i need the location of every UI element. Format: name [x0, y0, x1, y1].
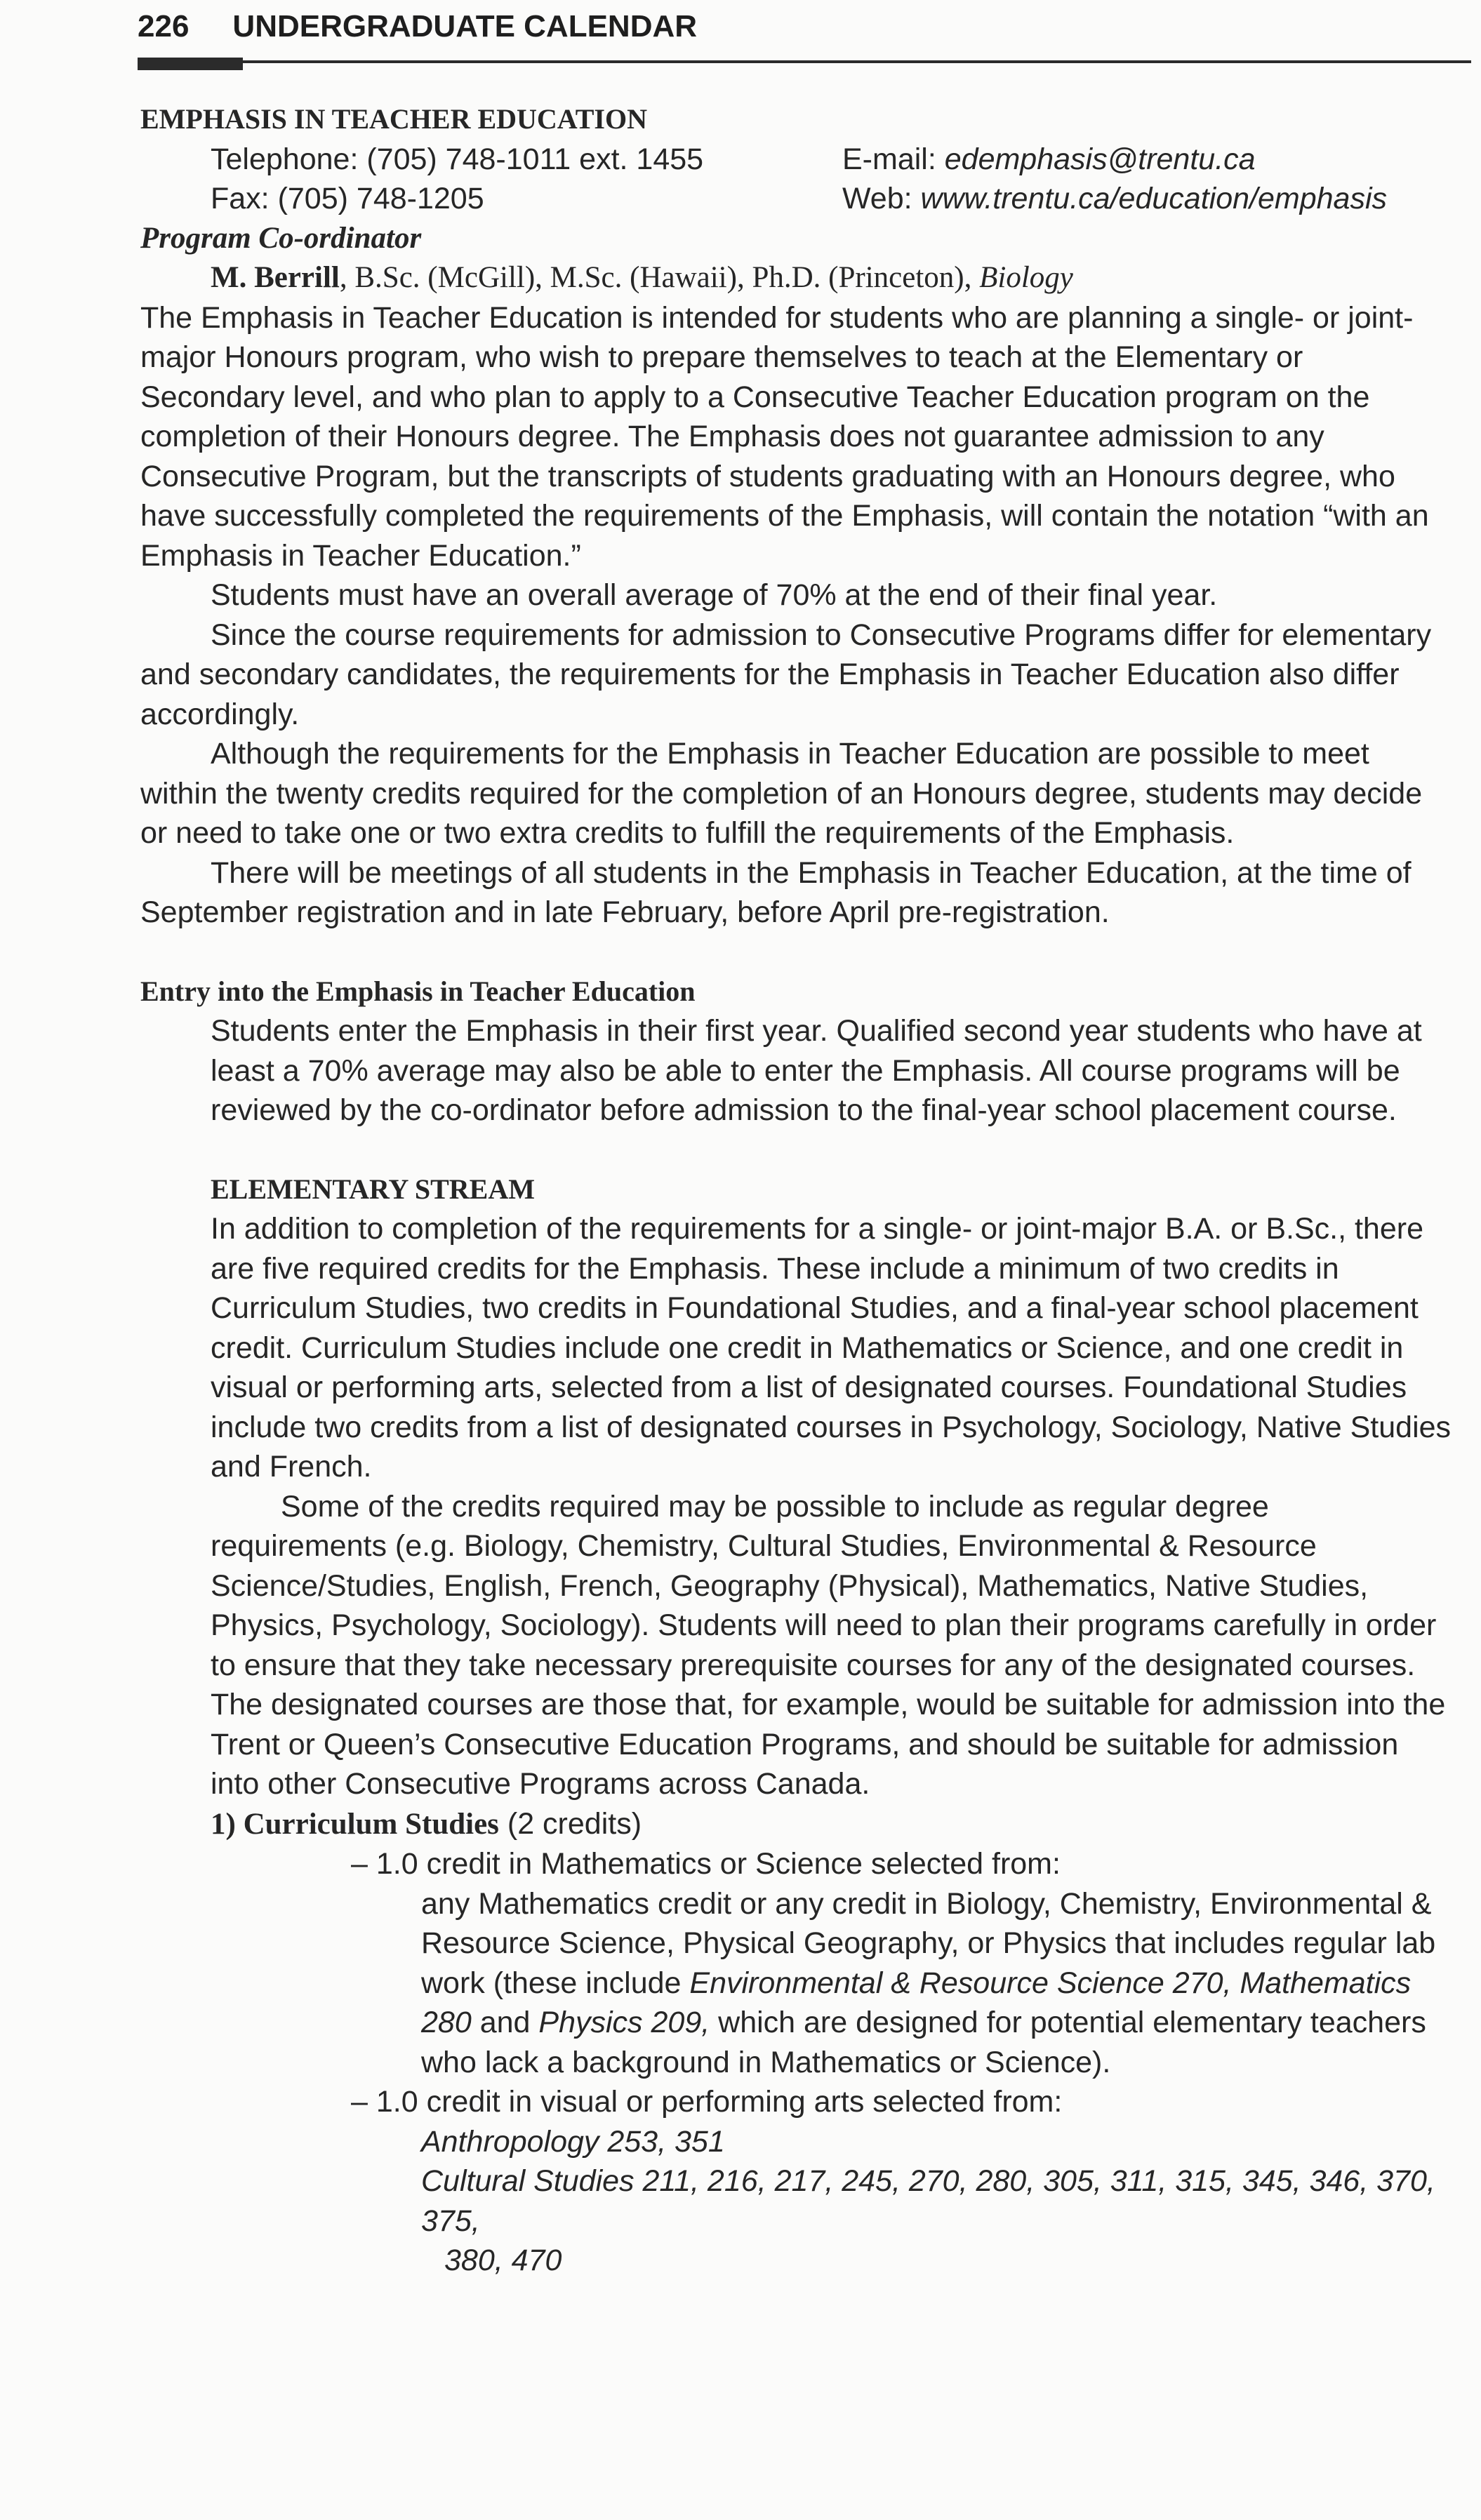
intro-paragraph-2: Students must have an overall average of 70% at the end of their final year. — [211, 578, 1218, 612]
telephone: Telephone: (705) 748-1011 ext. 1455 — [211, 142, 704, 176]
program-title: EMPHASIS IN TEACHER EDUCATION — [140, 103, 647, 135]
entry-heading: Entry into the Emphasis in Teacher Education — [140, 975, 696, 1007]
coordinator-line — [211, 258, 1453, 298]
intro-paragraph-5: There will be meetings of all students in the Emphasis in Teacher Education, at the time of September registration and in late February, before April pre-registration. — [140, 855, 1412, 929]
curriculum-item-math-science: – 1.0 credit in Mathematics or Science selected from: — [351, 1847, 1061, 1881]
intro-paragraph-1: The Emphasis in Teacher Education is intended for students who are planning a single- or joint-major Honours program, who wish to prepare themselves to teach at the Elementary or Secondary level, and who plan to apply to a Consecutive Teacher Education program on the completion of their Honours degree. The Emphasis does not guarantee admission to any Consecutive Program, but the transcripts of students graduating with an Honours degree, who have successfully completed the requirements of the Emphasis, will contain the notation “with an Emphasis in Teacher Education.” — [140, 300, 1429, 573]
header-rule-thin — [243, 60, 1471, 63]
arts-cultural-studies-cont: 380, 470 — [444, 2244, 562, 2277]
math-science-details: any Mathematics credit or any credit in Biology, Chemistry, Environmental & Resource Science, Physical Geography, or Physics that includes regular lab work (these include Environmental & Resource Science 270, Mathematics 280 and Physics 209, which are designed for potential elementary teachers who lack a background in Mathematics or Science). — [421, 1886, 1436, 2079]
elementary-paragraph-1: In addition to completion of the requirements for a single- or joint-major B.A. or B.Sc., there are five required credits for the Emphasis. These include a minimum of two credits in Curriculum Studies, two credits in Foundational Studies, and a final-year school placement credit. Curriculum Studies include one credit in Mathematics or Science, and one credit in visual or performing arts, selected from a list of designated courses. Foundational Studies include two credits from a list of designated courses in Psychology, Sociology, Native Studies and French. — [211, 1212, 1452, 1484]
page-number: 226 — [138, 9, 190, 44]
email-label: E-mail: — [842, 142, 945, 176]
elementary-heading: ELEMENTARY STREAM — [211, 1173, 535, 1205]
elementary-paragraph-2: Some of the credits required may be possible to include as regular degree requirements (e.g. Biology, Chemistry, Cultural Studies, Environmental & Resource Science/Studies, English, French, Geography (Physical), Mathematics, Native Studies, Physics, Psychology, Sociology). Students will need to plan their programs carefully in order to ensure that they take necessary prerequisite courses for any of the designated courses. The designated courses are those that, for example, would be suitable for admission into the Trent or Queen’s Consecutive Education Programs, and should be suitable for admission into other Consecutive Programs across Canada. — [211, 1489, 1446, 1801]
curriculum-heading: 1) Curriculum Studies (2 credits) — [211, 1806, 642, 1841]
coordinator-degrees: , B.Sc. (McGill), M.Sc. (Hawaii), Ph.D. (Princeton), — [339, 261, 980, 294]
arts-cultural-studies: Cultural Studies 211, 216, 217, 245, 270, 280, 305, 311, 315, 345, 346, 370, 375, — [421, 2164, 1435, 2238]
page-header — [138, 6, 697, 48]
header-title: UNDERGRADUATE CALENDAR — [232, 9, 698, 44]
web-label: Web: — [842, 182, 921, 215]
fax: Fax: (705) 748-1205 — [211, 182, 484, 215]
web-address[interactable]: www.trentu.ca/education/emphasis — [920, 182, 1387, 215]
page-content — [140, 100, 1453, 2281]
coordinator-name: M. Berrill — [211, 261, 340, 294]
curriculum-item-arts: – 1.0 credit in visual or performing arts selected from: — [351, 2085, 1063, 2119]
contact-block — [140, 140, 1453, 219]
coordinator-heading: Program Co-ordinator — [140, 221, 422, 255]
header-rule-thick — [138, 58, 243, 70]
email-address[interactable]: edemphasis@trentu.ca — [944, 142, 1256, 176]
intro-paragraph-4: Although the requirements for the Emphasis in Teacher Education are possible to meet within the twenty credits required for the completion of an Honours degree, students may decide or need to take one or two extra credits to fulfill the requirements of the Emphasis. — [140, 737, 1423, 850]
entry-text: Students enter the Emphasis in their first year. Qualified second year students who have at least a 70% average may also be able to enter the Emphasis. All course programs will be reviewed by the co-ordinator before admission to the final-year school placement course. — [211, 1014, 1422, 1127]
coordinator-dept: Biology — [979, 261, 1073, 294]
intro-paragraph-3: Since the course requirements for admission to Consecutive Programs differ for elementary and secondary candidates, the requirements for the Emphasis in Teacher Education also differ accordingly. — [140, 618, 1432, 731]
web-line — [842, 179, 1387, 219]
arts-anthropology: Anthropology 253, 351 — [421, 2124, 725, 2159]
email-line — [842, 140, 1256, 180]
